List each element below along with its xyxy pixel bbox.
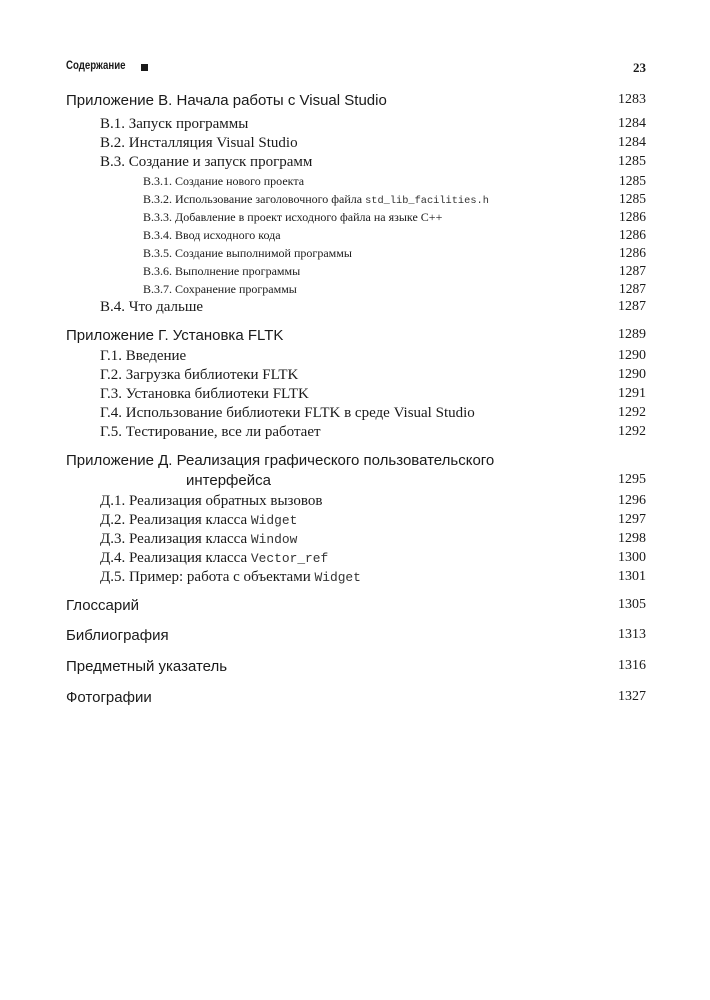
- toc-chapter-entry[interactable]: [66, 658, 646, 678]
- toc-entry-text: В.3.2. Использование заголовочного файла: [143, 192, 363, 206]
- toc-chapter-entry[interactable]: [66, 597, 646, 617]
- toc-entry-title: [143, 282, 297, 297]
- toc-entry-text: В.3.5. Создание выполнимой программы: [143, 246, 352, 260]
- toc-subsection-entry[interactable]: [66, 281, 646, 301]
- toc-entry-text: Г.3. Установка библиотеки FLTK: [100, 386, 309, 402]
- toc-entry-page: 1285: [618, 154, 646, 169]
- toc-entry-title: [66, 658, 227, 675]
- toc-entry-page: 1286: [619, 209, 646, 224]
- toc-section-entry[interactable]: [66, 493, 646, 513]
- toc-entry-title: [100, 405, 475, 422]
- toc-entry-title: [100, 348, 186, 365]
- toc-entry-text: Библиография: [66, 627, 169, 644]
- toc-entry-page: 1313: [618, 627, 646, 642]
- toc-entry-title: [66, 452, 494, 469]
- toc-chapter-entry[interactable]: [66, 92, 646, 112]
- toc-entry-text: В.3.4. Ввод исходного кода: [143, 228, 281, 242]
- toc-entry-title: [143, 192, 489, 207]
- toc-entry-text: Фотографии: [66, 689, 152, 706]
- toc-entry-title: [100, 512, 297, 529]
- toc-entry-page: 1292: [618, 424, 646, 439]
- toc-chapter-entry[interactable]: [66, 327, 646, 347]
- toc-entry-title: [100, 550, 328, 567]
- toc-entry-text: Приложение Г. Установка FLTK: [66, 327, 284, 344]
- toc-entry-page: 1284: [618, 135, 646, 150]
- toc-entry-title: [100, 135, 298, 152]
- toc-entry-code: Vector_ref: [250, 551, 329, 566]
- toc-chapter-entry[interactable]: [66, 689, 646, 709]
- toc-section-entry[interactable]: [66, 299, 646, 319]
- toc-entry-page: 1285: [619, 173, 646, 188]
- toc-entry-page: 1284: [618, 116, 646, 131]
- toc-entry-text: В.3.7. Сохранение программы: [143, 282, 297, 296]
- toc-entry-text: Г.1. Введение: [100, 348, 187, 364]
- toc-section-entry[interactable]: [66, 348, 646, 368]
- toc-entry-page: 1301: [618, 569, 646, 584]
- toc-section-entry[interactable]: [66, 569, 646, 589]
- toc-section-entry[interactable]: [66, 386, 646, 406]
- toc-entry-text: В.3.3. Добавление в проект исходного файла на языке С++: [143, 210, 443, 224]
- toc-entry-text: интерфейса: [186, 472, 271, 489]
- toc-entry-page: 1285: [619, 191, 646, 206]
- toc-entry-title: [100, 424, 321, 441]
- toc-entry-page: 1287: [619, 263, 646, 278]
- toc-entry-title: [66, 627, 169, 644]
- toc-entry-title: [100, 569, 361, 586]
- toc-entry-page: 1292: [618, 405, 646, 420]
- toc-entry-text: Д.2. Реализация класса: [100, 512, 248, 528]
- toc-entry-text: Д.1. Реализация обратных вызовов: [100, 493, 323, 509]
- toc-entry-title: [100, 531, 297, 548]
- toc-entry-page: 1300: [618, 550, 646, 565]
- toc-entry-title: [100, 367, 298, 384]
- toc-subsection-entry[interactable]: [66, 209, 646, 229]
- toc-entry-title: [100, 386, 309, 403]
- toc-entry-title: [143, 264, 300, 279]
- toc-entry-text: Глоссарий: [66, 597, 139, 614]
- toc-entry-text: Д.3. Реализация класса: [100, 531, 248, 547]
- toc-entry-text: В.3. Создание и запуск программ: [100, 154, 313, 170]
- toc-entry-title: [66, 597, 139, 614]
- toc-entry-text: В.3.6. Выполнение программы: [143, 264, 301, 278]
- toc-section-entry[interactable]: [66, 135, 646, 155]
- toc-entry-title: [100, 116, 248, 133]
- toc-entry-text: В.2. Инсталляция Visual Studio: [100, 135, 298, 151]
- toc-entry-title: [66, 92, 387, 109]
- toc-section-entry[interactable]: [66, 550, 646, 570]
- toc-entry-page: 1289: [618, 327, 646, 342]
- running-head: [66, 60, 646, 76]
- toc-entry-text: В.3.1. Создание нового проекта: [143, 174, 305, 188]
- toc-entry-page: 1287: [619, 281, 646, 296]
- toc-entry-title: [143, 228, 281, 243]
- toc-entry-page: 1283: [618, 92, 646, 107]
- toc-entry-title: [143, 210, 442, 225]
- toc-entry-text: Г.5. Тестирование, все ли работает: [100, 424, 321, 440]
- toc-entry-page: 1290: [618, 367, 646, 382]
- toc-entry-text: В.4. Что дальше: [100, 299, 204, 315]
- toc-entry-page: 1295: [618, 472, 646, 487]
- toc-entry-text: В.1. Запуск программы: [100, 116, 249, 132]
- toc-subsection-entry[interactable]: [66, 227, 646, 247]
- toc-entry-text: Г.4. Использование библиотеки FLTK в среде Visual Studio: [100, 405, 475, 421]
- toc-entry-page: 1286: [619, 227, 646, 242]
- toc-entry-title: [100, 154, 312, 171]
- toc-entry-title: [186, 472, 271, 489]
- toc-entry-text: Приложение В. Начала работы с Visual Studio: [66, 92, 387, 109]
- toc-entry-page: 1296: [618, 493, 646, 508]
- toc-entry-text: Д.5. Пример: работа с объектами: [100, 569, 311, 585]
- toc-section-entry[interactable]: [66, 367, 646, 387]
- toc-section-entry[interactable]: [66, 154, 646, 174]
- toc-chapter-entry[interactable]: [66, 472, 646, 492]
- toc-entry-title: [143, 246, 352, 261]
- toc-entry-page: 1286: [619, 245, 646, 260]
- toc-entry-page: 1305: [618, 597, 646, 612]
- toc-entry-page: 1291: [618, 386, 646, 401]
- running-head-title: Содержание: [66, 60, 126, 72]
- toc-entry-code: Widget: [250, 513, 298, 528]
- toc-entry-page: 1287: [618, 299, 646, 314]
- toc-entry-code: Window: [250, 532, 298, 547]
- toc-subsection-entry[interactable]: [66, 173, 646, 193]
- toc-entry-title: [66, 327, 283, 344]
- toc-entry-page: 1316: [618, 658, 646, 673]
- square-bullet-icon: [141, 64, 148, 71]
- toc-entry-page: 1298: [618, 531, 646, 546]
- toc-entry-title: [66, 689, 152, 706]
- toc-subsection-entry[interactable]: [66, 263, 646, 283]
- toc-entry-title: [100, 299, 203, 316]
- toc-section-entry[interactable]: [66, 424, 646, 444]
- toc-entry-code: Widget: [314, 570, 361, 585]
- toc-entry-code: std_lib_facilities.h: [365, 195, 489, 207]
- toc-entry-text: Приложение Д. Реализация графического пользовательского: [66, 452, 495, 469]
- toc-chapter-entry[interactable]: [66, 452, 646, 472]
- toc-entry-title: [100, 493, 322, 510]
- page-number: 23: [633, 60, 646, 75]
- toc-section-entry[interactable]: [66, 512, 646, 532]
- toc-section-entry[interactable]: [66, 531, 646, 551]
- toc-section-entry[interactable]: [66, 405, 646, 425]
- toc-entry-page: 1297: [618, 512, 646, 527]
- toc-subsection-entry[interactable]: [66, 245, 646, 265]
- toc-subsection-entry[interactable]: [66, 191, 646, 211]
- toc-entry-page: 1290: [618, 348, 646, 363]
- toc-section-entry[interactable]: [66, 116, 646, 136]
- toc-entry-text: Д.4. Реализация класса: [100, 550, 248, 566]
- toc-entry-text: Предметный указатель: [66, 658, 228, 675]
- toc-entry-title: [143, 174, 304, 189]
- toc-entry-page: 1327: [618, 689, 646, 704]
- toc-entry-text: Г.2. Загрузка библиотеки FLTK: [100, 367, 299, 383]
- toc-chapter-entry[interactable]: [66, 627, 646, 647]
